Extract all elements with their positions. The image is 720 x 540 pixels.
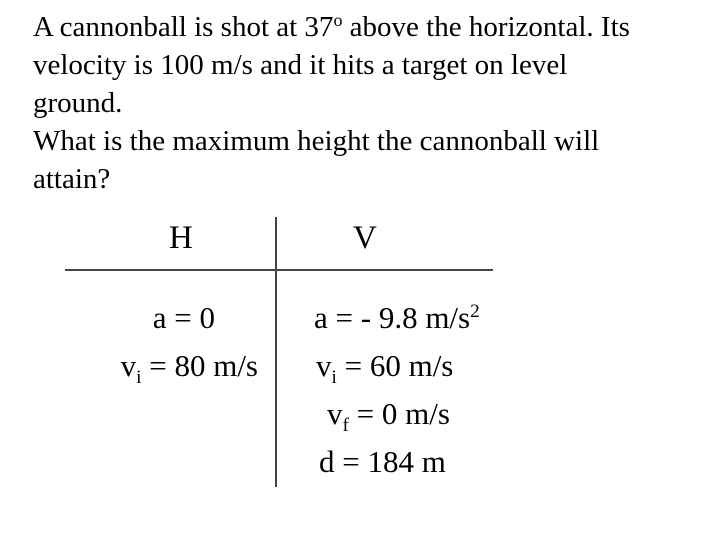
problem-line-1-rest: above the horizontal. Its (342, 11, 630, 43)
v-initial-velocity (300, 342, 520, 390)
v-final-velocity (300, 390, 520, 438)
v-displacement: d = 184 m (319, 444, 446, 479)
problem-line-4: What is the maximum height the cannonball will (33, 125, 600, 157)
table-vertical-divider (275, 217, 277, 487)
h-initial-velocity (70, 342, 270, 390)
v-vf-subscript: f (342, 414, 349, 436)
v-acceleration-exponent: 2 (470, 301, 480, 323)
horizontal-values-column (70, 294, 270, 390)
degree-superscript: o (333, 10, 343, 31)
h-vi-subscript: i (136, 366, 142, 388)
v-vi-symbol: v (316, 348, 332, 383)
v-vi-subscript: i (331, 366, 337, 388)
v-vi-value: = 60 m/s (336, 348, 454, 383)
table-horizontal-divider (65, 269, 493, 271)
v-vf-value: = 0 m/s (348, 396, 450, 431)
vertical-column-header: V (353, 220, 377, 256)
h-vi-symbol: v (120, 348, 137, 383)
horizontal-column-header: H (169, 220, 193, 256)
v-acceleration (300, 294, 520, 342)
h-vi-value: = 80 m/s (141, 348, 258, 383)
v-acceleration-text: a = - 9.8 m/s (314, 300, 471, 335)
vertical-values-column (300, 294, 520, 486)
problem-line-2: velocity is 100 m/s and it hits a target on level (33, 49, 568, 81)
problem-line-5: attain? (33, 163, 111, 195)
problem-line-1 (33, 8, 713, 46)
problem-line-3: ground. (33, 87, 123, 119)
problem-statement (33, 8, 713, 198)
v-vf-symbol: v (327, 396, 343, 431)
h-acceleration: a = 0 (152, 300, 215, 335)
problem-line-1-text: A cannonball is shot at 37 (33, 11, 334, 43)
